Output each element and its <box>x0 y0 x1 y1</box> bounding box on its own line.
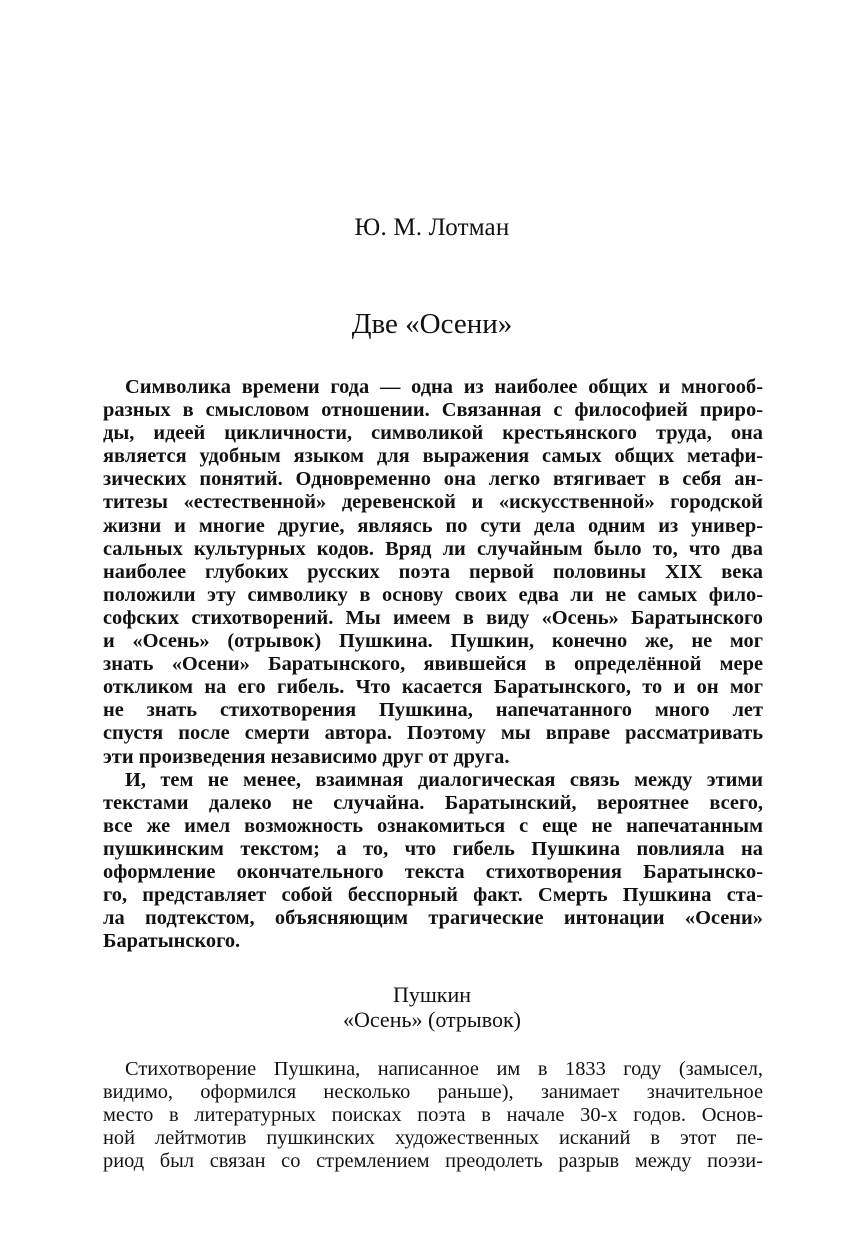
text-line: ной лейтмотив пушкинских художественных исканий в этот пе- <box>103 1127 763 1150</box>
text-line: пушкинским текстом; а то, что гибель Пушкина повлияла на <box>103 837 763 860</box>
text-line: зических понятий. Одновременно она легко втягивает в себя ан- <box>103 468 763 491</box>
text-line: текстами далеко не случайна. Баратынский, вероятнее всего, <box>103 791 763 814</box>
text-line: эти произведения независимо друг от друга. <box>103 745 510 768</box>
text-line: ды, идеей цикличности, символикой крестьянского труда, она <box>103 422 763 445</box>
text-line: жизни и многие другие, являясь по сути дела одним из универ- <box>103 514 763 537</box>
section-heading-author: Пушкин <box>392 982 472 1007</box>
text-line: спустя после смерти автора. Поэтому мы вправе рассматривать <box>103 722 763 745</box>
text-line: видимо, оформился несколько раньше), занимает значительное <box>103 1081 763 1104</box>
text-line: софских стихотворений. Мы имеем в виду «Осень» Баратынского <box>103 606 763 629</box>
text-line: знать «Осени» Баратынского, явившейся в определённой мере <box>103 653 763 676</box>
text-line: Стихотворение Пушкина, написанное им в 1833 году (замысел, <box>125 1058 763 1080</box>
text-line: ла подтекстом, объясняющим трагические интонации «Осени» <box>103 907 763 930</box>
text-line: Символика времени года — одна из наиболее общих и многооб- <box>125 376 763 398</box>
text-line: оформление окончательного текста стихотворения Баратынско- <box>103 860 763 883</box>
text-line: место в литературных поисках поэта в начале 30-х годов. Основ- <box>103 1104 763 1127</box>
text-line: наиболее глубоких русских поэта первой половины XIX века <box>103 560 763 583</box>
article-title: Две «Осени» <box>351 308 513 340</box>
text-line: титезы «естественной» деревенской и «искусственной» городской <box>103 491 763 514</box>
text-line: не знать стихотворения Пушкина, напечатанного много лет <box>103 699 763 722</box>
body-text-block-2 <box>103 1058 763 1173</box>
text-line: является удобным языком для выражения самых общих метафи- <box>103 445 763 468</box>
text-line: И, тем не менее, взаимная диалогическая связь между этими <box>125 768 763 791</box>
text-line: и «Осень» (отрывок) Пушкина. Пушкин, конечно же, не мог <box>103 630 763 653</box>
text-line: все же имел возможность ознакомиться с еще не напечатанным <box>103 814 763 837</box>
text-line: го, представляет собой бесспорный факт. Смерть Пушкина ста- <box>103 884 763 907</box>
text-line: риод был связан со стремлением преодолеть разрыв между поэзи- <box>103 1150 763 1173</box>
author-name: Ю. М. Лотман <box>354 214 510 241</box>
text-line: разных в смысловом отношении. Связанная с философией приро- <box>103 399 763 422</box>
body-text-block-1 <box>103 376 763 953</box>
text-line: откликом на его гибель. Что касается Баратынского, то и он мог <box>103 676 763 699</box>
text-line: Баратынского. <box>103 930 241 953</box>
text-line: сальных культурных кодов. Вряд ли случайным было то, что два <box>103 537 763 560</box>
section-heading-title: «Осень» (отрывок) <box>343 1007 521 1032</box>
text-line: положили эту символику в основу своих едва ли не самых фило- <box>103 583 763 606</box>
